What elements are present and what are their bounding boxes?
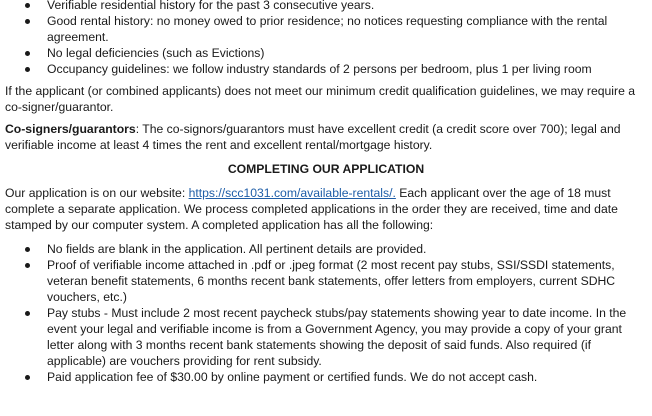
cosigner-text: : The co-signors/guarantors must have excellent credit (a credit score over 700); legal and verifiable income at least 4 times the rent and excellent rental/mortgage history. [5,122,621,152]
list-item: Pay stubs - Must include 2 most recent paycheck stubs/pay statements showing year to date income. In the event your legal and verifiable income is from a Government Agency, you may provide a copy of your grant letter along with 3 months recent bank statements showing the deposit of said funds. Also required (if applicable) are vouchers providing for rent subsidy. [47,305,647,369]
list-item: No fields are blank in the application. All pertinent details are provided. [47,241,647,257]
list-item: Proof of verifiable income attached in .pdf or .jpeg format (2 most recent pay stubs, SSI/SSDI statements, veteran benefit statements, 6 months recent bank statements, offer letters from employers, current SDHC vouchers, etc.) [47,257,647,305]
list-item: Good rental history: no money owed to prior residence; no notices requesting compliance with the rental agreement. [47,13,647,45]
requirements-list [5,0,647,77]
application-intro: Our application is on our website: [5,186,189,200]
application-link[interactable]: https://scc1031.com/available-rentals/. [188,186,396,200]
section-heading: COMPLETING OUR APPLICATION [227,162,425,176]
cosigner-paragraph [5,121,647,153]
list-item: No legal deficiencies (such as Evictions) [47,45,647,61]
application-details: Each applicant over the age of 18 must complete a separate application. We process completed applications in the order they are received, time and date stamped by our computer system. A completed application has all the following: [5,186,618,232]
application-paragraph [5,185,647,233]
list-item: Occupancy guidelines: we follow industry standards of 2 persons per bedroom, plus 1 per living room [47,61,647,77]
list-item: Paid application fee of $30.00 by online payment or certified funds. We do not accept cash. [47,369,647,385]
credit-paragraph: If the applicant (or combined applicants) does not meet our minimum credit qualification guidelines, we may require a co-signer/guarantor. [5,84,636,114]
list-item: Verifiable residential history for the past 3 consecutive years. [47,0,647,13]
application-checklist [5,241,647,385]
cosigner-label: Co-signers/guarantors [5,122,136,136]
